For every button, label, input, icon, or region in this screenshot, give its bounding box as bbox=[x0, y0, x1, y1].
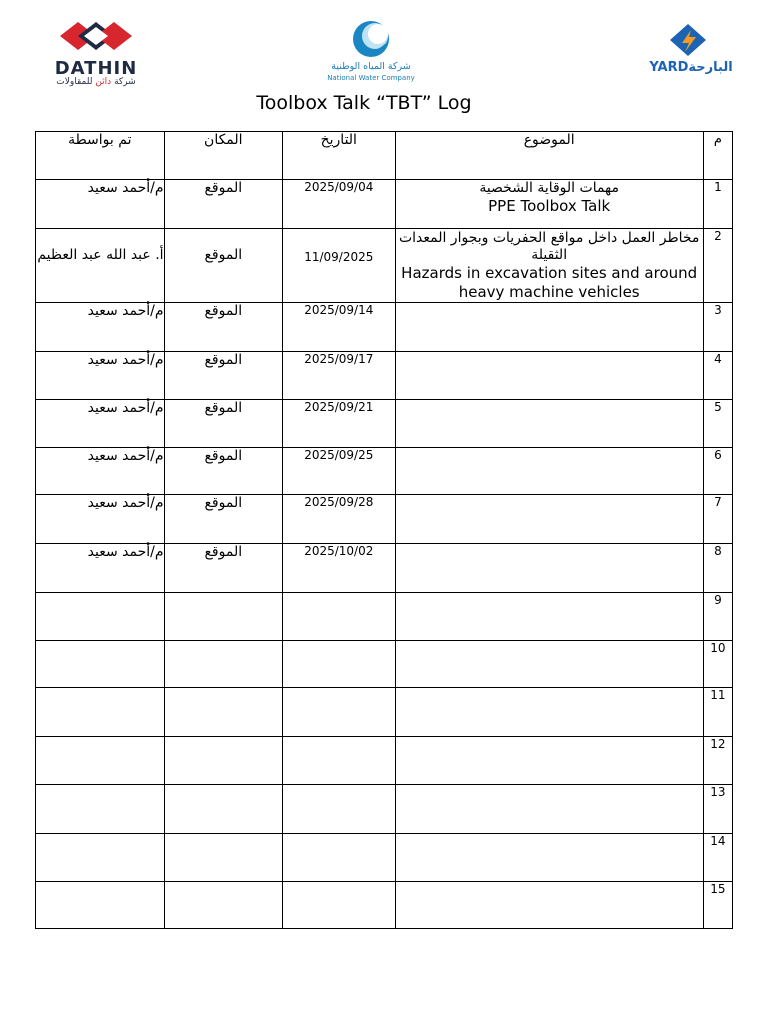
table-row bbox=[36, 737, 733, 785]
cell-num: 13 bbox=[703, 785, 732, 834]
cell-date: 2025/09/25 bbox=[283, 448, 395, 495]
cell-place bbox=[164, 834, 283, 882]
table-header-row bbox=[36, 132, 733, 180]
cell-topic bbox=[395, 544, 703, 593]
nwc-logo-arabic: شركة المياه الوطنية bbox=[331, 61, 411, 72]
cell-topic bbox=[395, 303, 703, 352]
cell-topic bbox=[395, 688, 703, 737]
table-row bbox=[36, 303, 733, 352]
cell-topic bbox=[395, 834, 703, 882]
table-row bbox=[36, 882, 733, 929]
cell-date bbox=[283, 882, 395, 929]
cell-date: 2025/09/28 bbox=[283, 495, 395, 544]
cell-topic bbox=[395, 352, 703, 400]
cell-topic bbox=[395, 180, 703, 229]
cell-place: الموقع bbox=[164, 180, 283, 229]
dathin-mark-icon bbox=[38, 18, 154, 60]
cell-num: 6 bbox=[703, 448, 732, 495]
cell-place bbox=[164, 593, 283, 641]
cell-place bbox=[164, 785, 283, 834]
cell-topic bbox=[395, 737, 703, 785]
cell-num: 12 bbox=[703, 737, 732, 785]
header-topic: الموضوع bbox=[395, 132, 703, 180]
cell-by bbox=[36, 737, 165, 785]
cell-date bbox=[283, 688, 395, 737]
header-num: م bbox=[703, 132, 732, 180]
cell-place: الموقع bbox=[164, 352, 283, 400]
table-row bbox=[36, 495, 733, 544]
cell-place bbox=[164, 882, 283, 929]
cell-by bbox=[36, 882, 165, 929]
cell-date: 2025/09/17 bbox=[283, 352, 395, 400]
cell-num: 15 bbox=[703, 882, 732, 929]
cell-by bbox=[36, 593, 165, 641]
cell-topic bbox=[395, 593, 703, 641]
cell-date bbox=[283, 641, 395, 688]
cell-date: 2025/09/21 bbox=[283, 400, 395, 448]
cell-place bbox=[164, 688, 283, 737]
yard-mark-icon bbox=[636, 22, 740, 60]
cell-by: أ. عبد الله عبد العظيم bbox=[36, 229, 165, 303]
header-by: تم بواسطة bbox=[36, 132, 165, 180]
topic-arabic: مهمات الوقاية الشخصية bbox=[479, 180, 620, 196]
yard-logo-name: YARDالبارحة bbox=[649, 60, 733, 75]
cell-place bbox=[164, 737, 283, 785]
cell-place: الموقع bbox=[164, 229, 283, 303]
cell-by bbox=[36, 641, 165, 688]
cell-num: 7 bbox=[703, 495, 732, 544]
header-place: المكان bbox=[164, 132, 283, 180]
dathin-logo-name: DATHIN bbox=[54, 58, 138, 79]
dathin-logo-subtitle: شركة داثن للمقاولات bbox=[56, 77, 136, 87]
cell-by: م/أحمد سعيد bbox=[36, 352, 165, 400]
cell-place: الموقع bbox=[164, 544, 283, 593]
cell-date bbox=[283, 737, 395, 785]
cell-date bbox=[283, 834, 395, 882]
cell-num: 8 bbox=[703, 544, 732, 593]
topic-english: Hazards in excavation sites and around heavy machine vehicles bbox=[401, 264, 698, 301]
water-drop-icon bbox=[312, 15, 430, 59]
table-row bbox=[36, 448, 733, 495]
table-row bbox=[36, 180, 733, 229]
cell-num: 2 bbox=[703, 229, 732, 303]
cell-by: م/أحمد سعيد bbox=[36, 400, 165, 448]
cell-date: 2025/09/14 bbox=[283, 303, 395, 352]
cell-num: 14 bbox=[703, 834, 732, 882]
cell-num: 3 bbox=[703, 303, 732, 352]
cell-date: 2025/10/02 bbox=[283, 544, 395, 593]
cell-place: الموقع bbox=[164, 400, 283, 448]
cell-topic bbox=[395, 229, 703, 303]
table-row bbox=[36, 593, 733, 641]
cell-num: 9 bbox=[703, 593, 732, 641]
cell-by bbox=[36, 834, 165, 882]
cell-topic bbox=[395, 400, 703, 448]
cell-by: م/أحمد سعيد bbox=[36, 180, 165, 229]
table-row bbox=[36, 688, 733, 737]
cell-by: م/أحمد سعيد bbox=[36, 303, 165, 352]
toolbox-talk-log-table bbox=[35, 131, 733, 929]
cell-topic bbox=[395, 641, 703, 688]
cell-by: م/أحمد سعيد bbox=[36, 544, 165, 593]
cell-place: الموقع bbox=[164, 303, 283, 352]
table-row bbox=[36, 785, 733, 834]
table-row bbox=[36, 834, 733, 882]
cell-num: 4 bbox=[703, 352, 732, 400]
cell-topic bbox=[395, 495, 703, 544]
cell-num: 1 bbox=[703, 180, 732, 229]
cell-by: م/أحمد سعيد bbox=[36, 448, 165, 495]
dathin-logo bbox=[38, 18, 154, 90]
cell-num: 10 bbox=[703, 641, 732, 688]
cell-date: 2025/09/04 bbox=[283, 180, 395, 229]
table-row bbox=[36, 352, 733, 400]
topic-arabic: مخاطر العمل داخل مواقع الحفريات وبجوار المعدات الثقيلة bbox=[398, 230, 700, 263]
cell-date bbox=[283, 593, 395, 641]
table-row bbox=[36, 641, 733, 688]
cell-date bbox=[283, 785, 395, 834]
page-title: Toolbox Talk “TBT” Log bbox=[256, 92, 472, 114]
header-date: التاريخ bbox=[283, 132, 395, 180]
cell-by bbox=[36, 688, 165, 737]
cell-num: 11 bbox=[703, 688, 732, 737]
nwc-logo bbox=[312, 15, 430, 87]
yard-logo-tagline bbox=[636, 77, 740, 82]
table-row bbox=[36, 544, 733, 593]
yard-logo bbox=[636, 22, 740, 84]
nwc-logo-english: National Water Company bbox=[327, 74, 415, 82]
cell-topic bbox=[395, 448, 703, 495]
cell-num: 5 bbox=[703, 400, 732, 448]
table-row bbox=[36, 229, 733, 303]
cell-place: الموقع bbox=[164, 495, 283, 544]
cell-place bbox=[164, 641, 283, 688]
cell-place: الموقع bbox=[164, 448, 283, 495]
topic-english: PPE Toolbox Talk bbox=[488, 197, 611, 215]
cell-date: 11/09/2025 bbox=[283, 229, 395, 303]
cell-topic bbox=[395, 882, 703, 929]
cell-by bbox=[36, 785, 165, 834]
cell-topic bbox=[395, 785, 703, 834]
table-row bbox=[36, 400, 733, 448]
cell-by: م/أحمد سعيد bbox=[36, 495, 165, 544]
